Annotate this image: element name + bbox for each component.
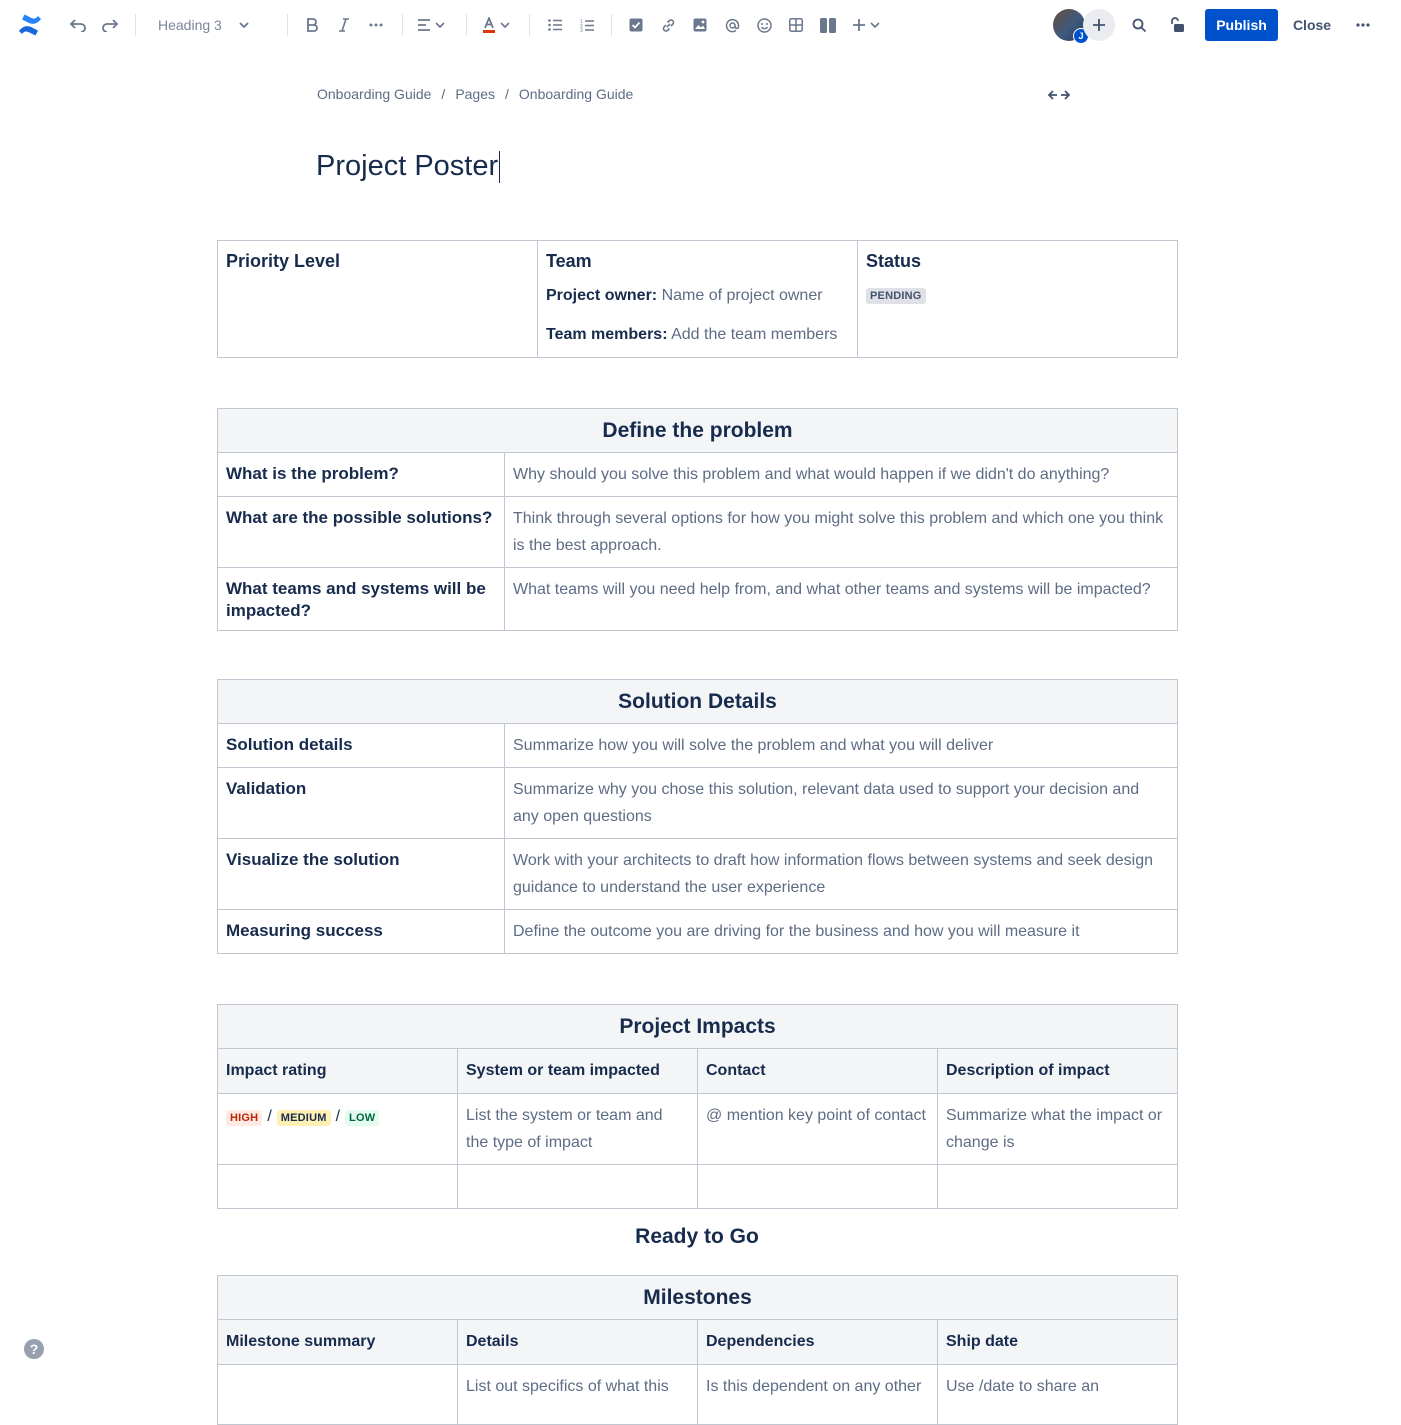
- row-label[interactable]: What teams and systems will be impacted?: [218, 568, 505, 631]
- project-owner-placeholder: Name of project owner: [661, 287, 823, 304]
- row-description[interactable]: Summarize why you chose this solution, relevant data used to support your decision and any open questions: [505, 768, 1178, 839]
- empty-cell[interactable]: [218, 1165, 458, 1209]
- table-cell[interactable]: List the system or team and the type of impact: [458, 1094, 698, 1165]
- team-label: Team: [546, 251, 592, 271]
- solution-details-table: [217, 679, 1178, 954]
- undo-icon[interactable]: [67, 12, 89, 38]
- empty-cell[interactable]: [938, 1165, 1178, 1209]
- table-cell[interactable]: Is this dependent on any other: [698, 1365, 938, 1425]
- toolbar-divider: [135, 14, 136, 36]
- milestones-table: [217, 1275, 1178, 1425]
- page-title: Project Poster: [316, 150, 499, 182]
- bullet-list-icon[interactable]: [545, 12, 565, 38]
- row-label[interactable]: What are the possible solutions?: [218, 497, 505, 568]
- team-members-placeholder: Add the team members: [671, 326, 838, 343]
- impact-rating-cell[interactable]: [218, 1094, 458, 1165]
- more-actions-icon[interactable]: [1352, 12, 1374, 38]
- status-lozenge[interactable]: PENDING: [866, 288, 926, 304]
- bold-icon[interactable]: [302, 12, 322, 38]
- column-header[interactable]: Contact: [698, 1049, 938, 1094]
- table-cell[interactable]: @ mention key point of contact: [698, 1094, 938, 1165]
- breadcrumb: [317, 86, 633, 102]
- toolbar-divider: [402, 14, 403, 36]
- text-style-value: Heading 3: [158, 17, 222, 33]
- restrictions-unlock-icon[interactable]: [1166, 12, 1188, 38]
- toolbar-divider: [287, 14, 288, 36]
- emoji-icon[interactable]: [754, 12, 774, 38]
- row-label[interactable]: What is the problem?: [218, 453, 505, 497]
- impact-high-lozenge[interactable]: HIGH: [226, 1110, 262, 1126]
- toolbar-divider: [529, 14, 530, 36]
- column-header[interactable]: Description of impact: [938, 1049, 1178, 1094]
- priority-cell[interactable]: [218, 241, 538, 358]
- row-label[interactable]: Visualize the solution: [218, 839, 505, 910]
- column-header[interactable]: Dependencies: [698, 1320, 938, 1365]
- italic-icon[interactable]: [334, 12, 354, 38]
- table-cell[interactable]: [218, 1365, 458, 1425]
- search-icon[interactable]: [1128, 12, 1150, 38]
- plus-icon: [1092, 18, 1106, 32]
- publish-button[interactable]: Publish: [1205, 9, 1278, 41]
- row-label[interactable]: Measuring success: [218, 910, 505, 954]
- row-description[interactable]: Work with your architects to draft how information flows between systems and seek design guidance to understand the user experience: [505, 839, 1178, 910]
- column-header[interactable]: Milestone summary: [218, 1320, 458, 1365]
- table-cell[interactable]: Summarize what the impact or change is: [938, 1094, 1178, 1165]
- empty-cell[interactable]: [698, 1165, 938, 1209]
- more-formatting-icon[interactable]: [366, 12, 386, 38]
- svg-text:1: 1: [580, 19, 583, 25]
- project-owner-label: Project owner:: [546, 287, 658, 304]
- project-owner-line: [546, 286, 849, 306]
- breadcrumb-item-space[interactable]: Onboarding Guide: [317, 86, 432, 102]
- column-header[interactable]: System or team impacted: [458, 1049, 698, 1094]
- breadcrumb-item-parent[interactable]: Onboarding Guide: [518, 86, 634, 102]
- svg-text:3: 3: [580, 28, 583, 32]
- svg-text:2: 2: [580, 24, 583, 29]
- layouts-icon[interactable]: [818, 12, 838, 38]
- ready-to-go-heading: Ready to Go: [635, 1225, 759, 1248]
- numbered-list-icon[interactable]: [577, 12, 597, 38]
- toolbar-divider: [466, 14, 467, 36]
- column-header[interactable]: Details: [458, 1320, 698, 1365]
- empty-cell[interactable]: [458, 1165, 698, 1209]
- define-problem-table: [217, 408, 1178, 631]
- rating-separator: /: [267, 1108, 272, 1125]
- table-cell[interactable]: List out specifics of what this: [458, 1365, 698, 1425]
- rating-separator: /: [335, 1108, 341, 1125]
- insert-more-icon[interactable]: [850, 12, 882, 38]
- column-header[interactable]: Ship date: [938, 1320, 1178, 1365]
- section-title: Define the problem: [218, 409, 1178, 453]
- row-description[interactable]: Define the outcome you are driving for the business and how you will measure it: [505, 910, 1178, 954]
- text-color-icon[interactable]: [480, 12, 512, 38]
- table-icon[interactable]: [786, 12, 806, 38]
- row-description[interactable]: Why should you solve this problem and what would happen if we didn't do anything?: [505, 453, 1178, 497]
- text-style-dropdown[interactable]: [158, 12, 250, 38]
- breadcrumb-separator: /: [505, 86, 509, 102]
- chevron-down-icon: [238, 21, 250, 29]
- row-description[interactable]: What teams will you need help from, and what other teams and systems will be impacted?: [505, 568, 1178, 631]
- confluence-logo-icon[interactable]: [16, 10, 44, 40]
- mention-icon[interactable]: [722, 12, 742, 38]
- section-title: Project Impacts: [218, 1005, 1178, 1049]
- row-description[interactable]: Think through several options for how you might solve this problem and which one you think is the best approach.: [505, 497, 1178, 568]
- page-title-input[interactable]: [316, 150, 500, 183]
- row-label[interactable]: Validation: [218, 768, 505, 839]
- expand-width-icon[interactable]: [1048, 88, 1070, 102]
- breadcrumb-separator: /: [441, 86, 446, 102]
- toolbar-divider: [611, 14, 612, 36]
- row-description[interactable]: Summarize how you will solve the problem and what you will deliver: [505, 724, 1178, 768]
- status-label: Status: [866, 251, 922, 271]
- project-meta-table: [217, 240, 1178, 358]
- image-icon[interactable]: [690, 12, 710, 38]
- team-cell[interactable]: [538, 241, 858, 358]
- team-members-line: [546, 325, 849, 345]
- column-header[interactable]: Impact rating: [218, 1049, 458, 1094]
- project-impacts-table: [217, 1004, 1178, 1209]
- status-cell[interactable]: [858, 241, 1178, 358]
- section-title: Solution Details: [218, 680, 1178, 724]
- link-icon[interactable]: [658, 12, 678, 38]
- breadcrumb-item-pages[interactable]: Pages: [455, 86, 496, 102]
- row-label[interactable]: Solution details: [218, 724, 505, 768]
- team-members-label: Team members:: [546, 326, 668, 343]
- close-button[interactable]: Close: [1286, 9, 1338, 41]
- text-cursor: [499, 151, 500, 183]
- table-cell[interactable]: Use /date to share an: [938, 1365, 1178, 1425]
- section-title: Milestones: [218, 1276, 1178, 1320]
- impact-medium-lozenge[interactable]: MEDIUM: [277, 1110, 331, 1126]
- redo-icon[interactable]: [99, 12, 121, 38]
- help-icon[interactable]: ?: [24, 1339, 44, 1359]
- invite-collaborator-button[interactable]: [1083, 9, 1115, 41]
- avatar-initial-badge: J: [1073, 28, 1089, 44]
- impact-low-lozenge[interactable]: LOW: [345, 1110, 379, 1126]
- action-item-icon[interactable]: [626, 12, 646, 38]
- editor-toolbar: [0, 0, 1401, 50]
- text-alignment-icon[interactable]: [415, 12, 447, 38]
- user-avatar[interactable]: [1053, 9, 1085, 41]
- priority-label: Priority Level: [226, 251, 341, 271]
